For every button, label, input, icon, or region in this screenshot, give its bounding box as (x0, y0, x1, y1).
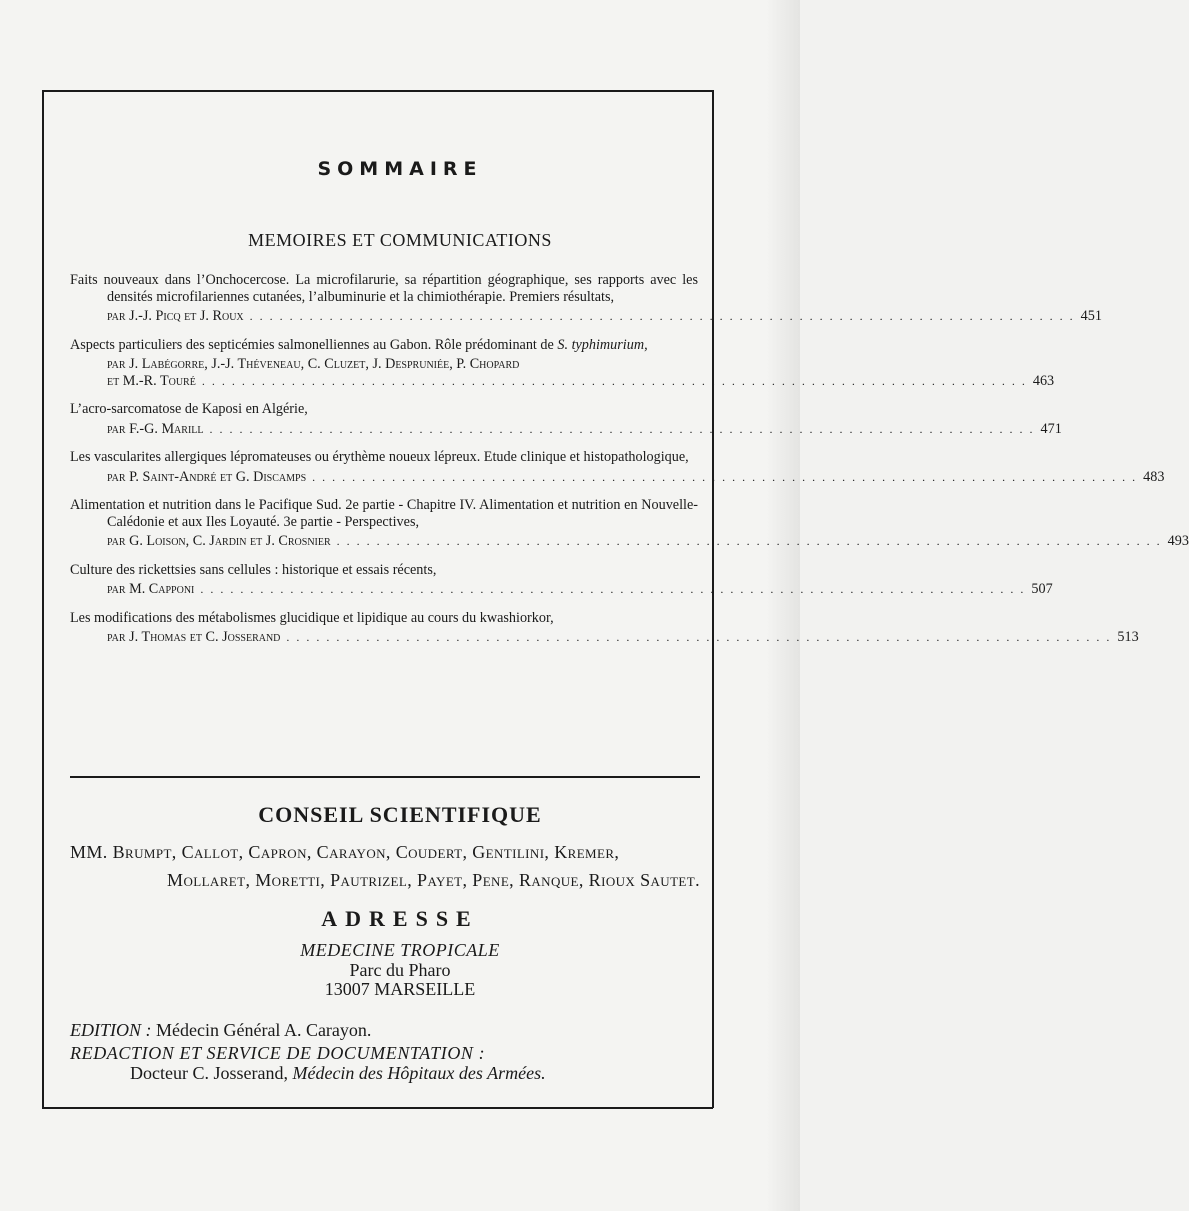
toc-entry-page: 513 (1117, 629, 1139, 645)
address-journal: MEDECINE TROPICALE (300, 940, 500, 960)
redaction-line: REDACTION ET SERVICE DE DOCUMENTATION : (70, 1043, 486, 1063)
toc-entry (70, 561, 1053, 598)
toc-entry-authors: par M. Capponi (107, 581, 195, 597)
toc-entry-title: Les modifications des métabolismes glucidique et lipidique au cours du kwashiorkor, (70, 609, 554, 626)
toc-entry-title (70, 337, 698, 354)
table-of-contents (70, 272, 1189, 658)
section-heading: MEMOIRES ET COMMUNICATIONS (248, 230, 552, 250)
toc-entry-author-line (70, 308, 1102, 325)
toc-entry-page: 451 (1080, 308, 1102, 324)
toc-entry-author-line (70, 420, 1062, 438)
toc-entry (70, 272, 1102, 325)
toc-entry-authors-line1: par J. Labégorre, J.-J. Théveneau, C. Cluzet, J. Despruniée, P. Chopard (107, 356, 520, 372)
toc-entry-page: 507 (1031, 581, 1053, 597)
leader-dots: . . . . . . . . . . . . . . . . . . . . . . . . . . . . . . . . . . . . . . . . . . . . . . . . . . . . . . . . . . . . . . . . . . . . . . . . . . . . . . . . . . . (312, 469, 1138, 484)
conseil-members-line1: MM. Brumpt, Callot, Capron, Carayon, Coudert, Gentilini, Kremer, (70, 842, 620, 862)
toc-entry-title-text: Aspects particuliers des septicémies salmonelliennes au Gabon. Rôle prédominant de (70, 336, 558, 353)
conseil-members-line2: Mollaret, Moretti, Pautrizel, Payet, Pene, Ranque, Rioux Sautet. (167, 870, 700, 890)
docteur-name: Docteur C. Josserand, (130, 1063, 288, 1083)
toc-entry-authors: par G. Loison, C. Jardin et J. Crosnier (107, 533, 331, 549)
toc-entry-authors: par P. Saint-André et G. Discamps (107, 468, 307, 485)
toc-entry-page: 493 (1167, 533, 1189, 549)
toc-entry-author-line (70, 629, 1139, 646)
toc-entry-title: Culture des rickettsies sans cellules : historique et essais récents, (70, 561, 437, 578)
toc-entry (70, 609, 1139, 646)
toc-entry-authors: par J.-J. Picq et J. Roux (107, 308, 244, 324)
leader-dots: . . . . . . . . . . . . . . . . . . . . . . . . . . . . . . . . . . . . . . . . . . . . . . . . . . . . . . . . . . . . . . . . . . . . . . . . . . . . . . . . . . . (201, 373, 1027, 388)
toc-entry (70, 449, 1165, 485)
docteur-line (130, 1063, 546, 1084)
leader-dots: . . . . . . . . . . . . . . . . . . . . . . . . . . . . . . . . . . . . . . . . . . . . . . . . . . . . . . . . . . . . . . . . . . . . . . . . . . . . . . . . . . . (209, 421, 1035, 436)
toc-entry-authors: par J. Thomas et C. Josserand (107, 629, 281, 645)
edition-text: Médecin Général A. Carayon. (156, 1020, 372, 1040)
leader-dots: . . . . . . . . . . . . . . . . . . . . . . . . . . . . . . . . . . . . . . . . . . . . . . . . . . . . . . . . . . . . . . . . . . . . . . . . . . . . . . . . . . . (336, 534, 1162, 548)
adresse-heading: ADRESSE (321, 906, 479, 931)
docteur-title: Médecin des Hôpitaux des Armées. (292, 1063, 546, 1083)
toc-entry-title: Alimentation et nutrition dans le Pacifique Sud. 2e partie - Chapitre IV. Alimentation et nutrition en Nouvelle-Calédonie et aux Iles Loyauté. 3e partie - Perspectives, (70, 497, 698, 530)
toc-entry-page: 483 (1143, 468, 1165, 485)
toc-entry-authors: par F.-G. Marill (107, 420, 204, 437)
leader-dots: . . . . . . . . . . . . . . . . . . . . . . . . . . . . . . . . . . . . . . . . . . . . . . . . . . . . . . . . . . . . . . . . . . . . . . . . . . . . . . . . . . . (286, 630, 1112, 644)
toc-entry-page: 471 (1040, 420, 1062, 437)
toc-entry-title-italic: S. typhimurium, (557, 336, 648, 353)
conseil-heading: CONSEIL SCIENTIFIQUE (258, 802, 542, 827)
toc-entry (70, 336, 1055, 390)
edition-label: EDITION : (70, 1020, 152, 1040)
page-edge-shadow (766, 0, 800, 1211)
leader-dots: . . . . . . . . . . . . . . . . . . . . . . . . . . . . . . . . . . . . . . . . . . . . . . . . . . . . . . . . . . . . . . . . . . . . . . . . . . . . . . . . . . . (200, 582, 1026, 596)
edition-line (70, 1020, 371, 1041)
toc-entry (70, 401, 1062, 437)
toc-entry-page: 463 (1032, 372, 1055, 389)
toc-entry-title: L’acro-sarcomatose de Kaposi en Algérie, (70, 401, 308, 417)
toc-entry (70, 497, 1189, 550)
address-city: 13007 MARSEILLE (324, 979, 476, 999)
section-divider (70, 776, 700, 778)
top-rule (42, 90, 713, 92)
toc-entry-author-line (70, 372, 1055, 390)
toc-entry-author-line (70, 533, 1189, 550)
bottom-rule (42, 1107, 713, 1109)
toc-entry-title: Les vascularites allergiques lépromateuses ou érythème noueux lépreux. Etude clinique et histopathologique, (70, 449, 689, 465)
address-street: Parc du Pharo (349, 960, 451, 980)
sommaire-heading: SOMMAIRE (317, 158, 483, 180)
toc-entry-title: Faits nouveaux dans l’Onchocercose. La microfilarurie, sa répartition géographique, ses rapports avec les densités microfilariennes cutanées, l’albuminurie et la chimiothérapie. Premiers résultats, (70, 272, 698, 305)
toc-entry-author-line (70, 581, 1053, 598)
leader-dots: . . . . . . . . . . . . . . . . . . . . . . . . . . . . . . . . . . . . . . . . . . . . . . . . . . . . . . . . . . . . . . . . . . . . . . . . . . . . . . . . . . . (249, 309, 1075, 323)
toc-entry-author-line (70, 468, 1165, 486)
toc-entry-authors: et M.-R. Touré (107, 372, 196, 389)
